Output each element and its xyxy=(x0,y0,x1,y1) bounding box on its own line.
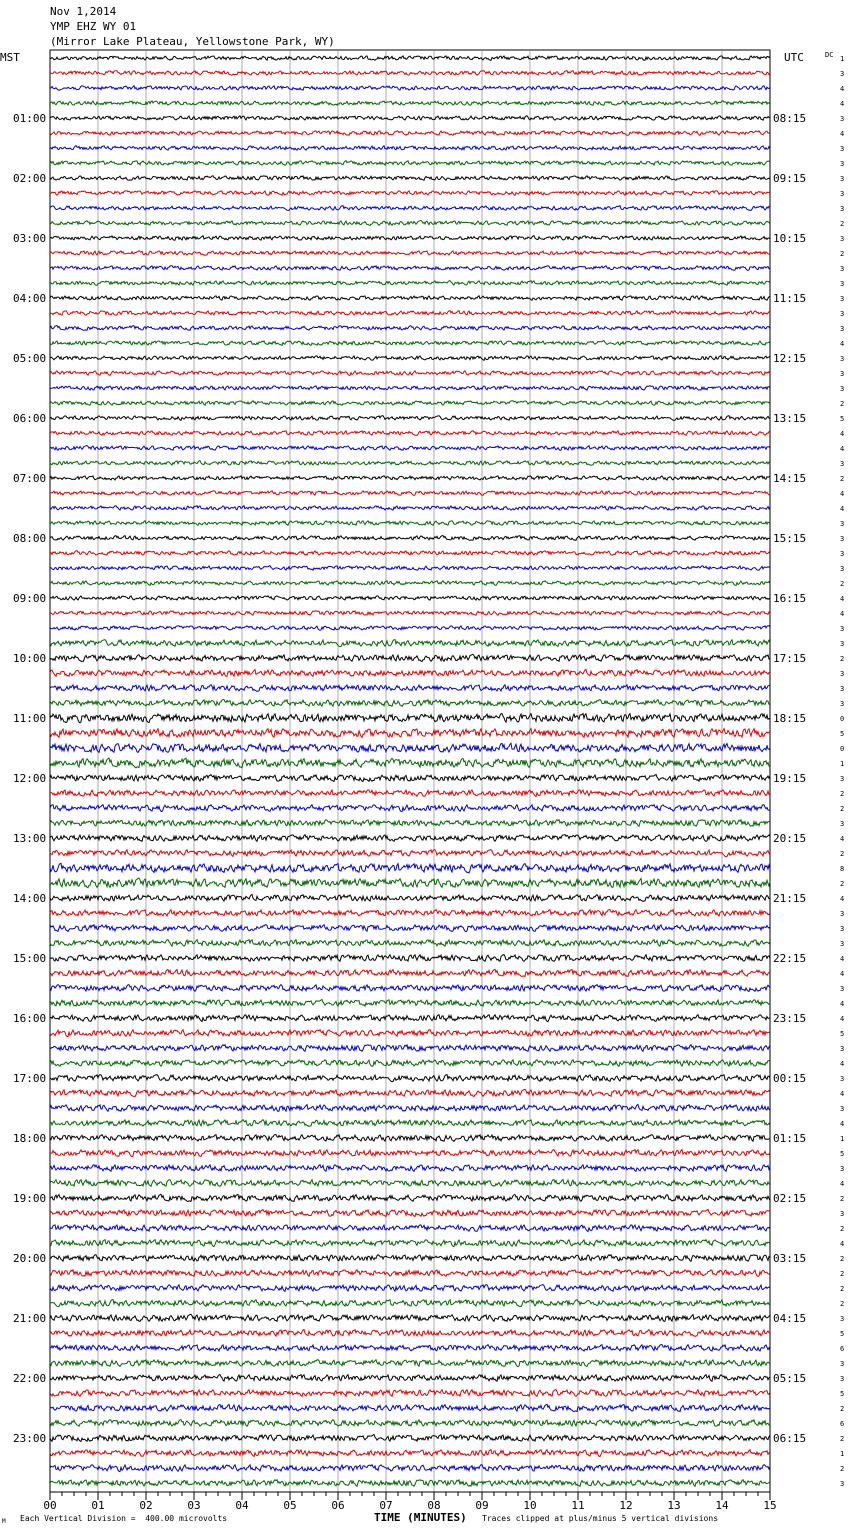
trace-line xyxy=(50,1390,770,1397)
left-hour-label: 01:00 xyxy=(13,112,47,125)
scale-note: Each Vertical Division = 400.00 microvolts xyxy=(20,1514,228,1523)
right-tz-label: UTC xyxy=(784,51,804,64)
dc-offset-value: 3 xyxy=(840,235,845,243)
dc-offset-value: 3 xyxy=(840,265,845,273)
x-tick-label: 11 xyxy=(571,1499,585,1512)
trace-line xyxy=(50,1060,770,1067)
trace-line xyxy=(50,1210,770,1217)
clip-note: Traces clipped at plus/minus 5 vertical divisions xyxy=(482,1514,719,1523)
trace-line xyxy=(50,850,770,857)
dc-offset-value: 4 xyxy=(840,1090,845,1098)
left-hour-label: 06:00 xyxy=(13,412,47,425)
trace-line xyxy=(50,356,770,361)
dc-offset-value: 2 xyxy=(840,1435,845,1443)
trace-line xyxy=(50,116,770,120)
trace-line xyxy=(50,176,770,180)
x-tick-label: 09 xyxy=(475,1499,489,1512)
left-hour-label: 23:00 xyxy=(13,1432,47,1445)
trace-line xyxy=(50,71,770,76)
dc-offset-value: 2 xyxy=(840,250,845,258)
dc-offset-value: 3 xyxy=(840,310,845,318)
dc-offset-value: 3 xyxy=(840,160,845,168)
dc-offset-value: 3 xyxy=(840,550,845,558)
x-tick-label: 15 xyxy=(763,1499,777,1512)
right-hour-label: 23:15 xyxy=(773,1012,807,1025)
trace-line xyxy=(50,446,770,451)
dc-offset-value: 2 xyxy=(840,1285,845,1293)
right-hour-label: 22:15 xyxy=(773,952,807,965)
dc-offset-labels xyxy=(825,51,844,1488)
left-hour-label: 12:00 xyxy=(13,772,47,785)
dc-label: DC xyxy=(825,51,834,59)
trace-line xyxy=(50,985,770,992)
dc-offset-value: 3 xyxy=(840,625,845,633)
dc-offset-value: 4 xyxy=(840,1120,845,1128)
dc-offset-value: 4 xyxy=(840,955,845,963)
dc-offset-value: 2 xyxy=(840,1300,845,1308)
trace-line xyxy=(50,1450,770,1457)
x-tick-label: 02 xyxy=(139,1499,153,1512)
time-axis xyxy=(43,1492,776,1512)
dc-offset-value: 4 xyxy=(840,340,845,348)
dc-offset-value: 4 xyxy=(840,610,845,618)
trace-line xyxy=(50,1000,770,1007)
dc-offset-value: 3 xyxy=(840,1165,845,1173)
dc-offset-value: 2 xyxy=(840,400,845,408)
x-tick-label: 05 xyxy=(283,1499,297,1512)
trace-line xyxy=(50,1120,770,1127)
x-tick-label: 01 xyxy=(91,1499,105,1512)
right-hour-label: 10:15 xyxy=(773,232,807,245)
trace-line xyxy=(50,685,770,692)
dc-offset-value: 2 xyxy=(840,1195,845,1203)
trace-line xyxy=(50,743,770,752)
right-hour-label: 21:15 xyxy=(773,892,807,905)
x-tick-label: 03 xyxy=(187,1499,201,1512)
dc-offset-value: 3 xyxy=(840,940,845,948)
dc-offset-value: 3 xyxy=(840,295,845,303)
dc-offset-value: 0 xyxy=(840,715,845,723)
trace-line xyxy=(50,596,770,600)
left-hour-label: 05:00 xyxy=(13,352,47,365)
dc-offset-value: 3 xyxy=(840,565,845,573)
trace-line xyxy=(50,371,770,376)
station-label: YMP EHZ WY 01 xyxy=(50,20,137,33)
trace-line xyxy=(50,910,770,917)
dc-offset-value: 3 xyxy=(840,1105,845,1113)
trace-line xyxy=(50,1435,770,1442)
dc-offset-value: 3 xyxy=(840,670,845,678)
trace-line xyxy=(50,940,770,947)
trace-line xyxy=(50,758,770,768)
dc-offset-value: 2 xyxy=(840,220,845,228)
dc-offset-value: 4 xyxy=(840,970,845,978)
dc-offset-value: 5 xyxy=(840,730,845,738)
trace-line xyxy=(50,1165,770,1172)
trace-line xyxy=(50,506,770,511)
dc-offset-value: 1 xyxy=(840,760,845,768)
dc-offset-value: 3 xyxy=(840,910,845,918)
grid-lines xyxy=(50,50,770,1492)
dc-offset-value: 4 xyxy=(840,835,845,843)
trace-line xyxy=(50,1480,770,1487)
right-hour-label: 16:15 xyxy=(773,592,807,605)
trace-line xyxy=(50,221,770,226)
trace-line xyxy=(50,1225,770,1232)
dc-offset-value: 2 xyxy=(840,1255,845,1263)
dc-offset-value: 3 xyxy=(840,325,845,333)
trace-line xyxy=(50,1045,770,1052)
right-hour-label: 11:15 xyxy=(773,292,807,305)
trace-line xyxy=(50,790,770,797)
x-tick-label: 04 xyxy=(235,1499,249,1512)
left-hour-label: 16:00 xyxy=(13,1012,47,1025)
right-hour-label: 01:15 xyxy=(773,1132,807,1145)
left-hour-label: 11:00 xyxy=(13,712,47,725)
dc-offset-value: 3 xyxy=(840,925,845,933)
trace-line xyxy=(50,581,770,586)
dc-offset-value: 5 xyxy=(840,1030,845,1038)
right-hour-label: 13:15 xyxy=(773,412,807,425)
dc-offset-value: 4 xyxy=(840,895,845,903)
dc-offset-value: 3 xyxy=(840,175,845,183)
x-tick-label: 00 xyxy=(43,1499,57,1512)
trace-line xyxy=(50,206,770,211)
location-label: (Mirror Lake Plateau, Yellowstone Park, WY) xyxy=(50,35,335,48)
trace-line xyxy=(50,86,770,91)
dc-offset-value: 4 xyxy=(840,100,845,108)
x-tick-label: 13 xyxy=(667,1499,681,1512)
dc-offset-value: 3 xyxy=(840,685,845,693)
left-hour-labels xyxy=(0,51,46,1445)
dc-offset-value: 5 xyxy=(840,1150,845,1158)
left-hour-label: 02:00 xyxy=(13,172,47,185)
trace-line xyxy=(50,1360,770,1367)
left-hour-label: 10:00 xyxy=(13,652,47,665)
trace-line xyxy=(50,401,770,405)
trace-line xyxy=(50,820,770,827)
dc-offset-value: 4 xyxy=(840,130,845,138)
trace-line xyxy=(50,640,770,647)
trace-line xyxy=(50,1015,770,1022)
dc-offset-value: 3 xyxy=(840,1480,845,1488)
trace-line xyxy=(50,521,770,525)
dc-offset-value: 2 xyxy=(840,1405,845,1413)
dc-offset-value: 4 xyxy=(840,85,845,93)
dc-offset-value: 3 xyxy=(840,520,845,528)
trace-line xyxy=(50,611,770,615)
dc-offset-value: 5 xyxy=(840,1330,845,1338)
trace-line xyxy=(50,326,770,331)
right-hour-label: 20:15 xyxy=(773,832,807,845)
trace-line xyxy=(50,251,770,256)
dc-offset-value: 3 xyxy=(840,1375,845,1383)
trace-line xyxy=(50,386,770,390)
trace-line xyxy=(50,955,770,962)
dc-offset-value: 2 xyxy=(840,850,845,858)
right-hour-label: 18:15 xyxy=(773,712,807,725)
dc-offset-value: 3 xyxy=(840,370,845,378)
trace-line xyxy=(50,1375,770,1382)
left-hour-label: 21:00 xyxy=(13,1312,47,1325)
right-hour-labels xyxy=(773,51,806,1445)
dc-offset-value: 4 xyxy=(840,430,845,438)
trace-line xyxy=(50,281,770,286)
dc-offset-value: 3 xyxy=(840,700,845,708)
x-tick-label: 06 xyxy=(331,1499,345,1512)
right-hour-label: 00:15 xyxy=(773,1072,807,1085)
dc-offset-value: 2 xyxy=(840,790,845,798)
trace-line xyxy=(50,131,770,135)
trace-line xyxy=(50,1345,770,1351)
trace-line xyxy=(50,1285,770,1292)
dc-offset-value: 4 xyxy=(840,595,845,603)
dc-offset-value: 2 xyxy=(840,880,845,888)
trace-line xyxy=(50,1255,770,1262)
dc-offset-value: 8 xyxy=(840,865,845,873)
left-hour-label: 15:00 xyxy=(13,952,47,965)
dc-offset-value: 3 xyxy=(840,1045,845,1053)
dc-offset-value: 4 xyxy=(840,445,845,453)
dc-offset-value: 1 xyxy=(840,1135,845,1143)
trace-line xyxy=(50,1330,770,1337)
right-hour-label: 05:15 xyxy=(773,1372,807,1385)
dc-offset-value: 5 xyxy=(840,1390,845,1398)
dc-offset-value: 3 xyxy=(840,640,845,648)
left-hour-label: 08:00 xyxy=(13,532,47,545)
right-hour-label: 12:15 xyxy=(773,352,807,365)
left-tz-label: MST xyxy=(0,51,20,64)
trace-line xyxy=(50,1075,770,1082)
trace-line xyxy=(50,101,770,106)
trace-line xyxy=(50,1314,770,1321)
x-tick-label: 08 xyxy=(427,1499,441,1512)
trace-line xyxy=(50,863,770,873)
dc-offset-value: 3 xyxy=(840,115,845,123)
trace-line xyxy=(50,296,770,300)
x-tick-label: 07 xyxy=(379,1499,393,1512)
trace-line xyxy=(50,1420,770,1427)
left-hour-label: 07:00 xyxy=(13,472,47,485)
left-hour-label: 14:00 xyxy=(13,892,47,905)
x-axis-title: TIME (MINUTES) xyxy=(374,1511,467,1524)
right-hour-label: 15:15 xyxy=(773,532,807,545)
dc-offset-value: 4 xyxy=(840,1000,845,1008)
dc-offset-value: 3 xyxy=(840,190,845,198)
dc-offset-value: 3 xyxy=(840,70,845,78)
trace-line xyxy=(50,311,770,316)
dc-offset-value: 6 xyxy=(840,1345,845,1353)
right-hour-label: 02:15 xyxy=(773,1192,807,1205)
dc-offset-value: 6 xyxy=(840,1420,845,1428)
left-hour-label: 20:00 xyxy=(13,1252,47,1265)
dc-offset-value: 3 xyxy=(840,385,845,393)
left-hour-label: 22:00 xyxy=(13,1372,47,1385)
trace-line xyxy=(50,775,770,782)
dc-offset-value: 4 xyxy=(840,1060,845,1068)
trace-line xyxy=(50,626,770,631)
trace-line xyxy=(50,476,770,481)
left-hour-label: 17:00 xyxy=(13,1072,47,1085)
trace-line xyxy=(50,1180,770,1187)
left-hour-label: 03:00 xyxy=(13,232,47,245)
dc-offset-value: 2 xyxy=(840,475,845,483)
right-hour-label: 09:15 xyxy=(773,172,807,185)
dc-offset-value: 3 xyxy=(840,460,845,468)
trace-line xyxy=(50,1270,770,1277)
dc-offset-value: 3 xyxy=(840,355,845,363)
dc-offset-value: 4 xyxy=(840,1180,845,1188)
trace-line xyxy=(50,1030,770,1037)
trace-line xyxy=(50,1194,770,1201)
trace-line xyxy=(50,1105,770,1112)
right-hour-label: 08:15 xyxy=(773,112,807,125)
left-hour-label: 18:00 xyxy=(13,1132,47,1145)
trace-line xyxy=(50,969,770,976)
right-hour-label: 04:15 xyxy=(773,1312,807,1325)
dc-offset-value: 3 xyxy=(840,1210,845,1218)
trace-line xyxy=(50,1465,770,1472)
trace-line xyxy=(50,878,770,888)
x-tick-label: 12 xyxy=(619,1499,633,1512)
dc-offset-value: 2 xyxy=(840,655,845,663)
dc-offset-value: 3 xyxy=(840,280,845,288)
x-tick-label: 10 xyxy=(523,1499,537,1512)
trace-line xyxy=(50,551,770,556)
left-hour-label: 13:00 xyxy=(13,832,47,845)
left-hour-label: 09:00 xyxy=(13,592,47,605)
trace-line xyxy=(50,714,770,723)
trace-line xyxy=(50,700,770,707)
plot-frame xyxy=(50,50,770,1492)
right-hour-label: 03:15 xyxy=(773,1252,807,1265)
dc-offset-value: 2 xyxy=(840,580,845,588)
trace-line xyxy=(50,654,770,661)
trace-line xyxy=(50,536,770,541)
trace-line xyxy=(50,1150,770,1157)
left-hour-label: 04:00 xyxy=(13,292,47,305)
trace-line xyxy=(50,1135,770,1142)
dc-offset-value: 3 xyxy=(840,1315,845,1323)
dc-offset-value: 2 xyxy=(840,1225,845,1233)
right-hour-label: 17:15 xyxy=(773,652,807,665)
dc-offset-value: 3 xyxy=(840,985,845,993)
trace-line xyxy=(50,266,770,271)
dc-offset-value: 5 xyxy=(840,415,845,423)
trace-line xyxy=(50,566,770,571)
trace-line xyxy=(50,236,770,241)
trace-line xyxy=(50,416,770,421)
trace-line xyxy=(50,925,770,932)
trace-line xyxy=(50,431,770,436)
trace-line xyxy=(50,146,770,150)
date-label: Nov 1,2014 xyxy=(50,5,117,18)
trace-line xyxy=(50,1240,770,1247)
dc-offset-value: 4 xyxy=(840,1015,845,1023)
trace-line xyxy=(50,670,770,677)
dc-offset-value: 2 xyxy=(840,1270,845,1278)
dc-offset-value: 3 xyxy=(840,1360,845,1368)
dc-offset-value: 0 xyxy=(840,745,845,753)
dc-offset-value: 3 xyxy=(840,535,845,543)
trace-line xyxy=(50,1300,770,1307)
dc-offset-value: 3 xyxy=(840,775,845,783)
dc-offset-value: 3 xyxy=(840,205,845,213)
trace-line xyxy=(50,491,770,496)
trace-line xyxy=(50,805,770,812)
trace-group xyxy=(50,56,770,1486)
corner-mark: M xyxy=(2,1518,6,1525)
trace-line xyxy=(50,161,770,166)
trace-line xyxy=(50,835,770,842)
dc-offset-value: 4 xyxy=(840,490,845,498)
dc-offset-value: 3 xyxy=(840,145,845,153)
right-hour-label: 19:15 xyxy=(773,772,807,785)
trace-line xyxy=(50,56,770,60)
trace-line xyxy=(50,895,770,902)
dc-offset-value: 4 xyxy=(840,505,845,513)
dc-offset-value: 3 xyxy=(840,1075,845,1083)
dc-offset-value: 2 xyxy=(840,1465,845,1473)
trace-line xyxy=(50,341,770,346)
left-hour-label: 19:00 xyxy=(13,1192,47,1205)
dc-offset-value: 1 xyxy=(840,55,845,63)
trace-line xyxy=(50,1404,770,1411)
dc-offset-value: 3 xyxy=(840,820,845,828)
x-tick-label: 14 xyxy=(715,1499,729,1512)
right-hour-label: 14:15 xyxy=(773,472,807,485)
trace-line xyxy=(50,729,770,738)
dc-offset-value: 1 xyxy=(840,1450,845,1458)
right-hour-label: 06:15 xyxy=(773,1432,807,1445)
dc-offset-value: 2 xyxy=(840,805,845,813)
trace-line xyxy=(50,191,770,196)
trace-line xyxy=(50,1089,770,1096)
dc-offset-value: 4 xyxy=(840,1240,845,1248)
trace-line xyxy=(50,461,770,466)
